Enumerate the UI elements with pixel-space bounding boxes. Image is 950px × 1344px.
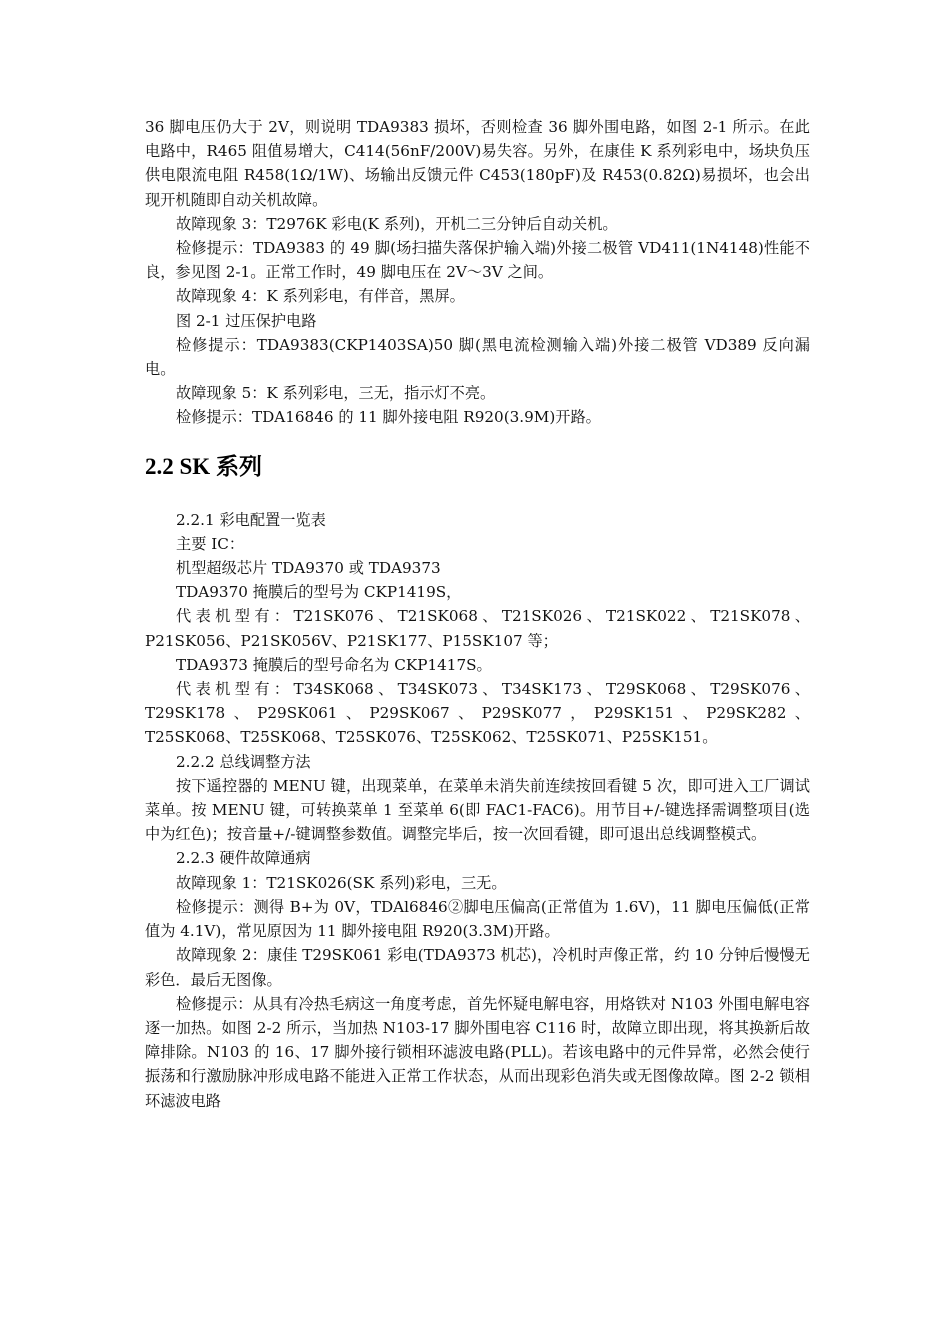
section-title: 系列 (210, 453, 262, 479)
paragraph: 故障现象 1：T21SK026(SK 系列)彩电，三无。 (176, 873, 507, 892)
section-k-series-faults (145, 115, 810, 430)
paragraph: 按下遥控器的 MENU 键，出现菜单，在菜单未消失前连续按回看键 5 次，即可进入工厂调试菜单。按 MENU 键，可转换菜单 1 至菜单 6(即 FAC1-FAC6)。用节目+/-键选择需调整项目(选中为红色)；按音量+/-键调整参数值。调整完毕后，按一次回看键，即可退出总线调整模式。 (145, 776, 810, 844)
paragraph: TDA9373 掩膜后的型号命名为 CKP1417S。 (176, 655, 492, 674)
subsection-title: 2.2.1 彩电配置一览表 (176, 510, 326, 529)
paragraph: 检修提示：TDA9383(CKP1403SA)50 脚(黑电流检测输入端)外接二极管 VD389 反向漏电。 (145, 335, 810, 379)
paragraph: 机型超级芯片 TDA9370 或 TDA9373 (176, 559, 441, 578)
paragraph: 代表机型有：T34SK068、T34SK073、T34SK173、T29SK068、T29SK076、T29SK178、P29SK061、P29SK067、P29SK077，P29SK151、P29SK282、T25SK068、T25SK068、T25SK076、T25SK062、T25SK071、P25SK151。 (145, 680, 810, 747)
paragraph: 检修提示：TDA9383 的 49 脚(场扫描失落保护输入端)外接二极管 VD411(1N4148)性能不良，参见图 2-1。正常工作时，49 脚电压在 2V～3V 之间。 (145, 239, 810, 282)
paragraph: 故障现象 2：康佳 T29SK061 彩电(TDA9373 机芯)，冷机时声像正常，约 10 分钟后慢慢无彩色．最后无图像。 (145, 946, 810, 989)
paragraph: 故障现象 5：K 系列彩电，三无，指示灯不亮。 (176, 384, 496, 403)
subsection-title: 2.2.2 总线调整方法 (176, 752, 311, 771)
section-sk-series (145, 508, 810, 1113)
paragraph: 检修提示：从具有冷热毛病这一角度考虑，首先怀疑电解电容，用烙铁对 N103 外围电解电容逐一加热。如图 2-2 所示，当加热 N103-17 脚外围电容 C116 时，故障立即出现，将其换新后故障排除。N103 的 16、17 脚外接行锁相环滤波电路(PLL)。若该电路中的元件异常，必然会使行振荡和行激励脉冲形成电路不能进入正常工作状态，从而出现彩色消失或无图像故障。图 2-2 锁相环滤波电路 (145, 994, 810, 1110)
section-number: 2.2 SK (145, 453, 211, 479)
paragraph: 36 脚电压仍大于 2V，则说明 TDA9383 损坏，否则检查 36 脚外围电路，如图 2-1 所示。在此电路中，R465 阻值易增大，C414(56nF/200V)易失容。另外，在康佳 K 系列彩电中，场块负压供电限流电阻 R458(1Ω/1W)、场输出反馈元件 C453(180pF)及 R453(0.82Ω)易损坏，也会出现开机随即自动关机故障。 (145, 118, 810, 209)
paragraph: 检修提示：测得 B+为 0V，TDAl6846②脚电压偏高(正常值为 1.6V)，11 脚电压偏低(正常值为 4.1V)，常见原因为 11 脚外接电阻 R920(3.3M)开路。 (145, 897, 810, 941)
subsection-title: 2.2.3 硬件故障通病 (176, 849, 311, 868)
section-heading (145, 452, 810, 482)
paragraph: 检修提示：TDA16846 的 11 脚外接电阻 R920(3.9M)开路。 (176, 408, 601, 427)
paragraph: 代表机型有：T21SK076、T21SK068、T21SK026、T21SK022、T21SK078、P21SK056、P21SK056V、P21SK177、P15SK107 等； (145, 607, 810, 650)
paragraph: 故障现象 3：T2976K 彩电(K 系列)，开机二三分钟后自动关机。 (176, 214, 618, 233)
document-page (145, 115, 810, 1113)
figure-caption: 图 2-1 过压保护电路 (176, 311, 317, 330)
paragraph: 故障现象 4：K 系列彩电，有伴音，黑屏。 (176, 287, 465, 306)
paragraph: 主要 IC： (176, 534, 245, 553)
paragraph: TDA9370 掩膜后的型号为 CKP1419S， (176, 583, 462, 602)
